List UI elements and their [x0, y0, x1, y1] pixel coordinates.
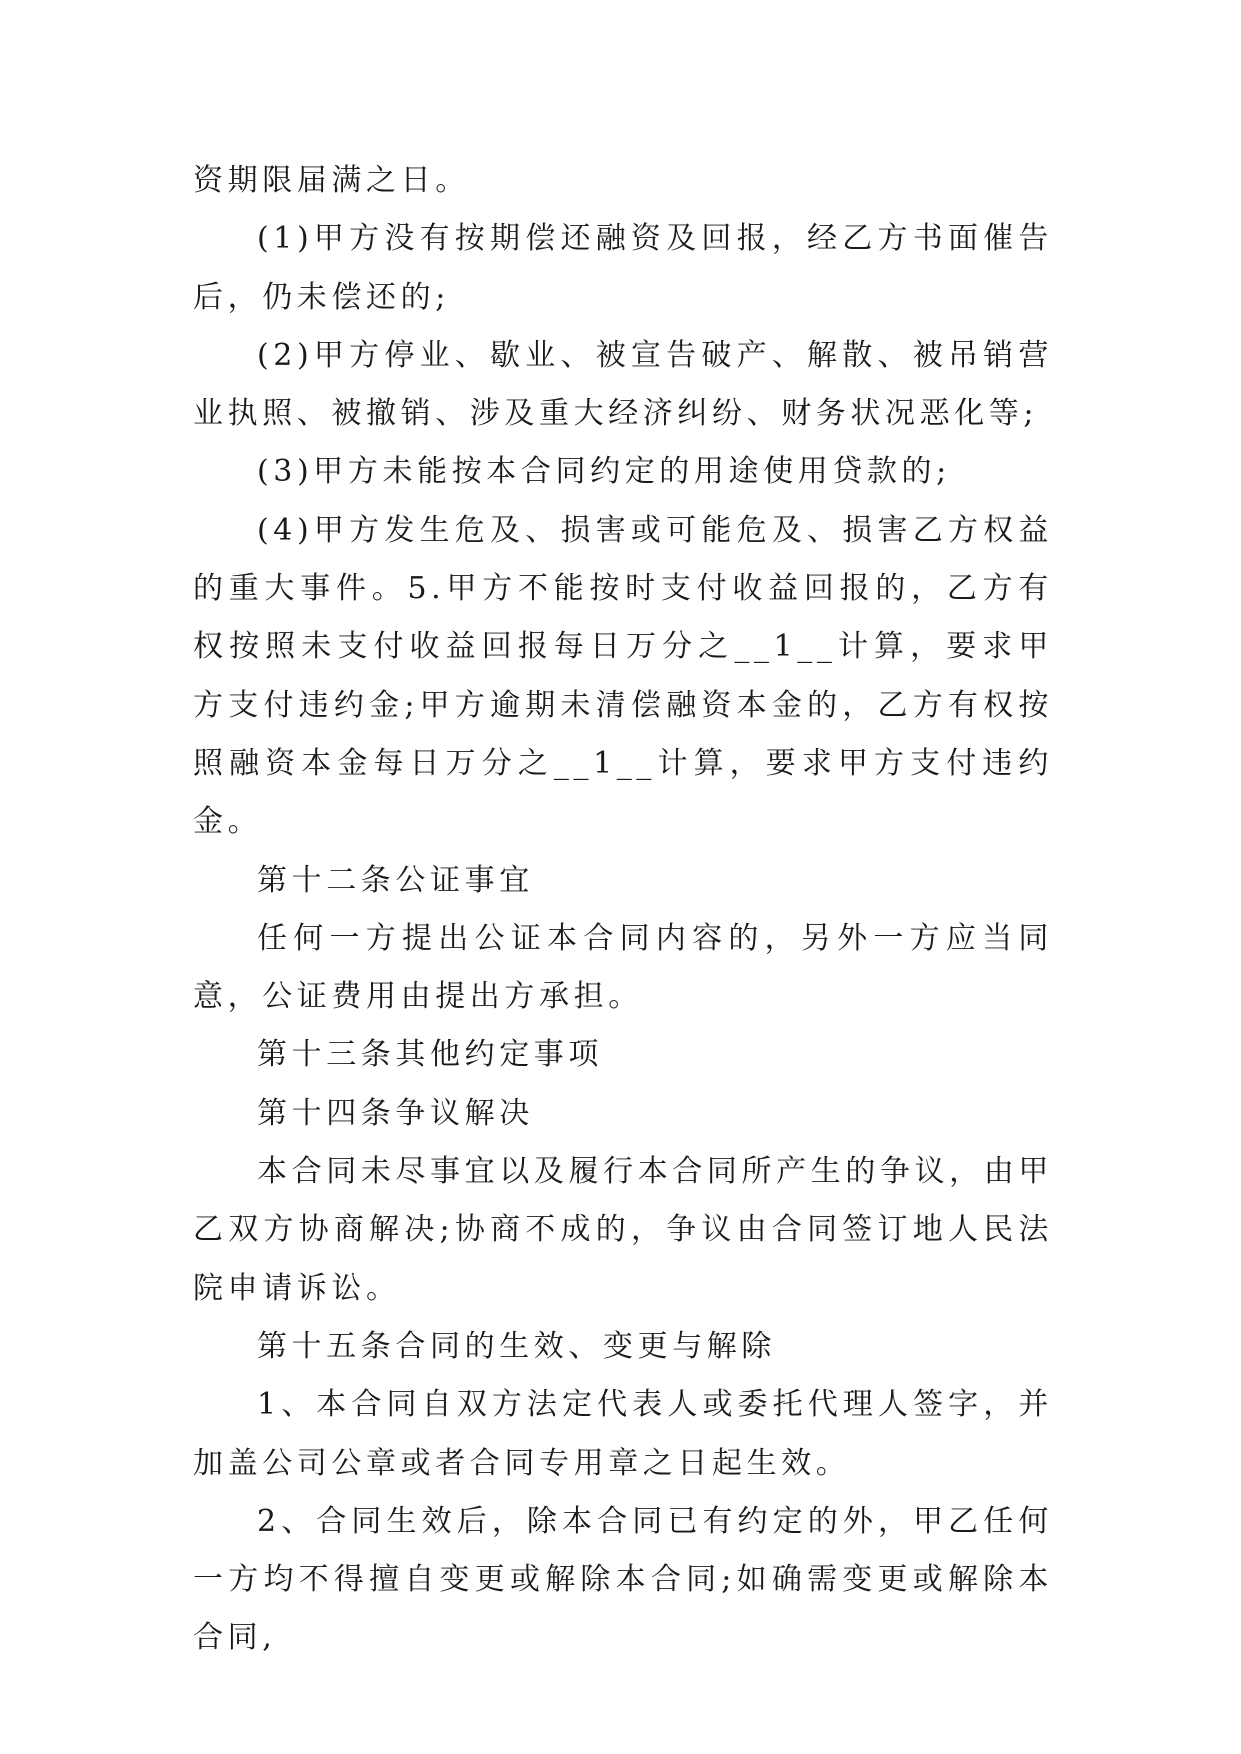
paragraph-loan-term-end: 资期限届满之日。	[193, 163, 470, 198]
article-14-body: 本合同未尽事宜以及履行本合同所产生的争议，由甲乙双方协商解决;协商不成的，争议由合同签订地人民法院申请诉讼。	[193, 1154, 1053, 1306]
article-13-heading: 第十三条其他约定事项	[257, 1037, 603, 1073]
article-15-heading: 第十五条合同的生效、变更与解除	[257, 1328, 776, 1364]
paragraph-clause-4-penalty: (4)甲方发生危及、损害或可能危及、损害乙方权益的重大事件。5.甲方不能按时支付收益回报的，乙方有权按照未支付收益回报每日万分之__1__计算，要求甲方支付违约金;甲方逾期未清偿融资本金的，乙方有权按照融资本金每日万分之__1__计算，要求甲方支付违约金。	[193, 512, 1053, 840]
paragraph-clause-3: (3)甲方未能按本合同约定的用途使用贷款的;	[257, 454, 951, 490]
article-12-heading: 第十二条公证事宜	[257, 862, 534, 898]
article-15-item-2: 2、合同生效后，除本合同已有约定的外，甲乙任何一方均不得擅自变更或解除本合同;如确需变更或解除本合同,	[193, 1503, 1053, 1656]
document-body	[193, 152, 1053, 1668]
article-14-heading: 第十四条争议解决	[257, 1095, 534, 1131]
paragraph-clause-2: (2)甲方停业、歇业、被宣告破产、解散、被吊销营业执照、被撤销、涉及重大经济纠纷、财务状况恶化等;	[193, 337, 1053, 432]
paragraph-clause-1: (1)甲方没有按期偿还融资及回报，经乙方书面催告后，仍未偿还的;	[193, 221, 1053, 315]
article-15-item-1: 1、本合同自双方法定代表人或委托代理人签字，并加盖公司公章或者合同专用章之日起生效。	[193, 1387, 1053, 1481]
article-12-body: 任何一方提出公证本合同内容的，另外一方应当同意，公证费用由提出方承担。	[193, 920, 1053, 1015]
